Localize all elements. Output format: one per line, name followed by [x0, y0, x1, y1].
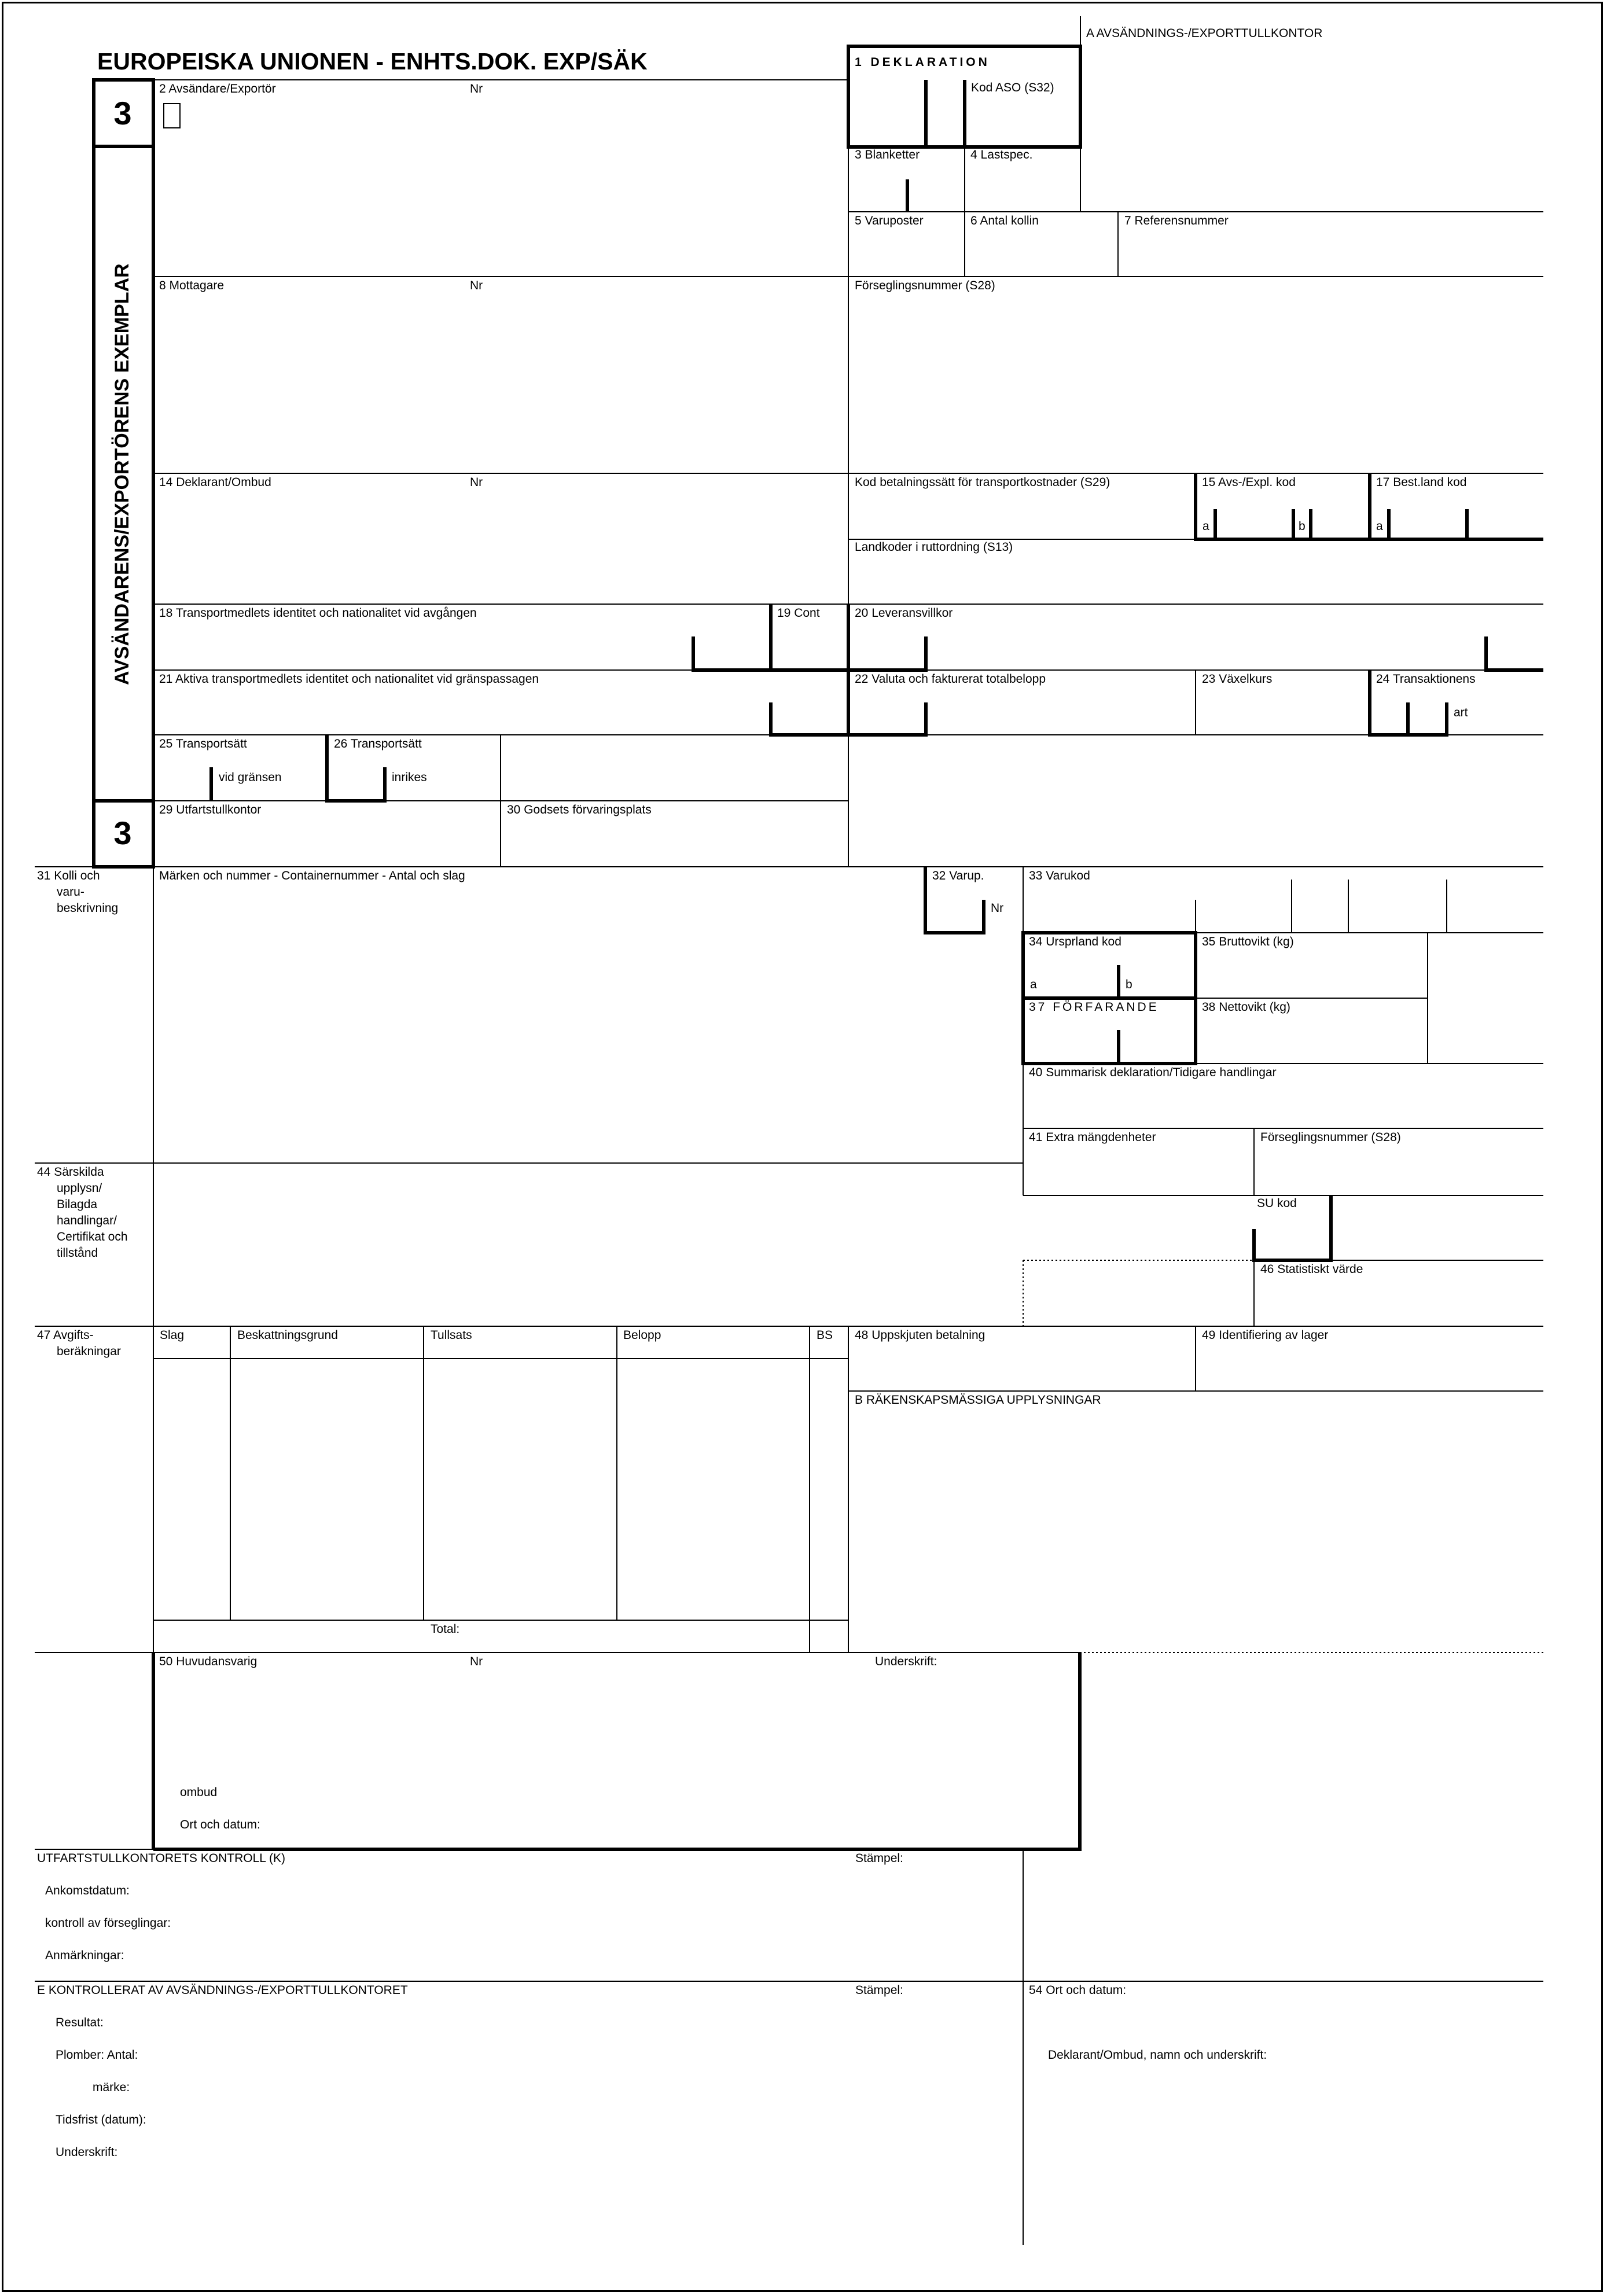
marken-label: Märken och nummer - Containernummer - Antal och slag [159, 869, 465, 882]
plomber-label: Plomber: Antal: [56, 2048, 138, 2062]
kontroll-k-label: UTFARTSTULLKONTORETS KONTROLL (K) [37, 1852, 286, 1865]
vertical-copy-label: AVSÄNDARENS/EXPORTÖRENS EXEMPLAR [111, 263, 133, 685]
box-20-label: 20 Leveransvillkor [855, 606, 953, 620]
box-40-label: 40 Summarisk deklaration/Tidigare handlingar [1029, 1066, 1277, 1079]
marke-label: märke: [93, 2081, 130, 2094]
box-47-label-1: 47 Avgifts- [37, 1329, 94, 1342]
box-32-label: 32 Varup. [932, 869, 984, 882]
col-beskattningsgrund: Beskattningsgrund [237, 1329, 338, 1342]
box-17-a: a [1376, 520, 1383, 533]
box-50-nr: Nr [470, 1655, 483, 1668]
col-tullsats: Tullsats [431, 1329, 472, 1342]
box-17-label: 17 Best.land kod [1376, 476, 1467, 489]
box-5-label: 5 Varuposter [855, 214, 924, 227]
checkbox-sender[interactable] [163, 103, 181, 128]
ombud-label: ombud [180, 1786, 218, 1799]
box-30-label: 30 Godsets förvaringsplats [507, 803, 652, 816]
forsegling-label-bottom: Förseglingsnummer (S28) [1260, 1131, 1401, 1144]
box-25-label: 25 Transportsätt [159, 737, 247, 750]
box-22-label: 22 Valuta och fakturerat totalbelopp [855, 672, 1046, 686]
box-23-label: 23 Växelkurs [1202, 672, 1273, 686]
box-54-label: 54 Ort och datum: [1029, 1984, 1127, 1997]
box-15-b: b [1299, 520, 1306, 533]
box-44-label-2: upplysn/ [57, 1182, 102, 1195]
box-15-label: 15 Avs-/Expl. kod [1202, 476, 1296, 489]
form-title: EUROPEISKA UNIONEN - ENHTS.DOK. EXP/SÄK [97, 48, 648, 75]
ankomstdatum-label: Ankomstdatum: [45, 1884, 130, 1897]
total-label: Total: [431, 1622, 460, 1636]
box-32-nr: Nr [991, 902, 1004, 915]
resultat-label: Resultat: [56, 2016, 104, 2029]
kod-betalning-label: Kod betalningssätt för transportkostnader (S29) [855, 476, 1110, 489]
col-belopp: Belopp [623, 1329, 661, 1342]
box-8-nr: Nr [470, 279, 483, 292]
box-24-art: art [1454, 706, 1468, 719]
box-1-label: 1 DEKLARATION [855, 56, 990, 69]
box-8-label: 8 Mottagare [159, 279, 225, 292]
box-33-label: 33 Varukod [1029, 869, 1090, 882]
kod-aso-label: Kod ASO (S32) [971, 81, 1054, 94]
box-15-a: a [1203, 520, 1209, 533]
box-50-label: 50 Huvudansvarig [159, 1655, 258, 1668]
box-47-label-2: beräkningar [57, 1345, 121, 1358]
box-31-label-1: 31 Kolli och [37, 869, 100, 882]
box-25-vid-gransen: vid gränsen [219, 771, 282, 784]
box-31-label-2: varu- [57, 885, 84, 899]
box-14-nr: Nr [470, 476, 483, 489]
box-35-label: 35 Bruttovikt (kg) [1202, 935, 1294, 948]
kontroll-forsegling-label: kontroll av förseglingar: [45, 1916, 171, 1930]
stampel-k: Stämpel: [855, 1852, 903, 1865]
box-34-b: b [1126, 978, 1132, 991]
box-2-label: 2 Avsändare/Exportör [159, 82, 276, 95]
box-34-label: 34 Ursprland kod [1029, 935, 1121, 948]
box-19-label: 19 Cont [777, 606, 820, 620]
box-e-label: E KONTROLLERAT AV AVSÄNDNINGS-/EXPORTTULLKONTORET [37, 1984, 408, 1997]
box-37-label: 37 FÖRFARANDE [1029, 1000, 1159, 1014]
box-21-label: 21 Aktiva transportmedlets identitet och nationalitet vid gränspassagen [159, 672, 539, 686]
box-7-label: 7 Referensnummer [1124, 214, 1229, 227]
box-18-label: 18 Transportmedlets identitet och nationalitet vid avgången [159, 606, 477, 620]
copy-number-bottom: 3 [113, 815, 132, 851]
box-48-label: 48 Uppskjuten betalning [855, 1329, 985, 1342]
box-14-label: 14 Deklarant/Ombud [159, 476, 271, 489]
box-34-a: a [1030, 978, 1037, 991]
box-44-label-3: Bilagda [57, 1198, 98, 1211]
box-26-inrikes: inrikes [392, 771, 427, 784]
box-6-label: 6 Antal kollin [970, 214, 1039, 227]
stampel-e: Stämpel: [855, 1984, 903, 1997]
box-44-label-4: handlingar/ [57, 1214, 117, 1227]
box-46-label: 46 Statistiskt värde [1260, 1263, 1363, 1276]
box-38-label: 38 Nettovikt (kg) [1202, 1000, 1290, 1014]
tidsfrist-label: Tidsfrist (datum): [56, 2113, 146, 2126]
box-31-label-3: beskrivning [57, 902, 119, 915]
box-29-label: 29 Utfartstullkontor [159, 803, 262, 816]
col-slag: Slag [160, 1329, 185, 1342]
box-26-label: 26 Transportsätt [334, 737, 422, 750]
box-b-label: B RÄKENSKAPSMÄSSIGA UPPLYSNINGAR [855, 1393, 1101, 1407]
box-3-label: 3 Blanketter [855, 148, 920, 161]
col-bs: BS [817, 1329, 833, 1342]
deklarant-namn-label: Deklarant/Ombud, namn och underskrift: [1048, 2048, 1267, 2062]
box-44-label-5: Certifikat och [57, 1230, 128, 1243]
box-41-label: 41 Extra mängdenheter [1029, 1131, 1156, 1144]
anmarkningar-label: Anmärkningar: [45, 1949, 124, 1962]
box-44-label-6: tillstånd [57, 1246, 98, 1260]
box-44-label-1: 44 Särskilda [37, 1165, 104, 1179]
su-kod-label: SU kod [1257, 1197, 1297, 1210]
box-49-label: 49 Identifiering av lager [1202, 1329, 1329, 1342]
box-50-underskrift: Underskrift: [875, 1655, 937, 1668]
underskrift-e-label: Underskrift: [56, 2146, 118, 2159]
forsegling-label-top: Förseglingsnummer (S28) [855, 279, 995, 292]
box-2-nr: Nr [470, 82, 483, 95]
landkoder-label: Landkoder i ruttordning (S13) [855, 540, 1013, 554]
box-24-label: 24 Transaktionens [1376, 672, 1476, 686]
box-4-label: 4 Lastspec. [970, 148, 1033, 161]
box-a-label: A AVSÄNDNINGS-/EXPORTTULLKONTOR [1086, 27, 1323, 40]
copy-number-top: 3 [113, 95, 132, 131]
ort-datum-label: Ort och datum: [180, 1818, 260, 1831]
